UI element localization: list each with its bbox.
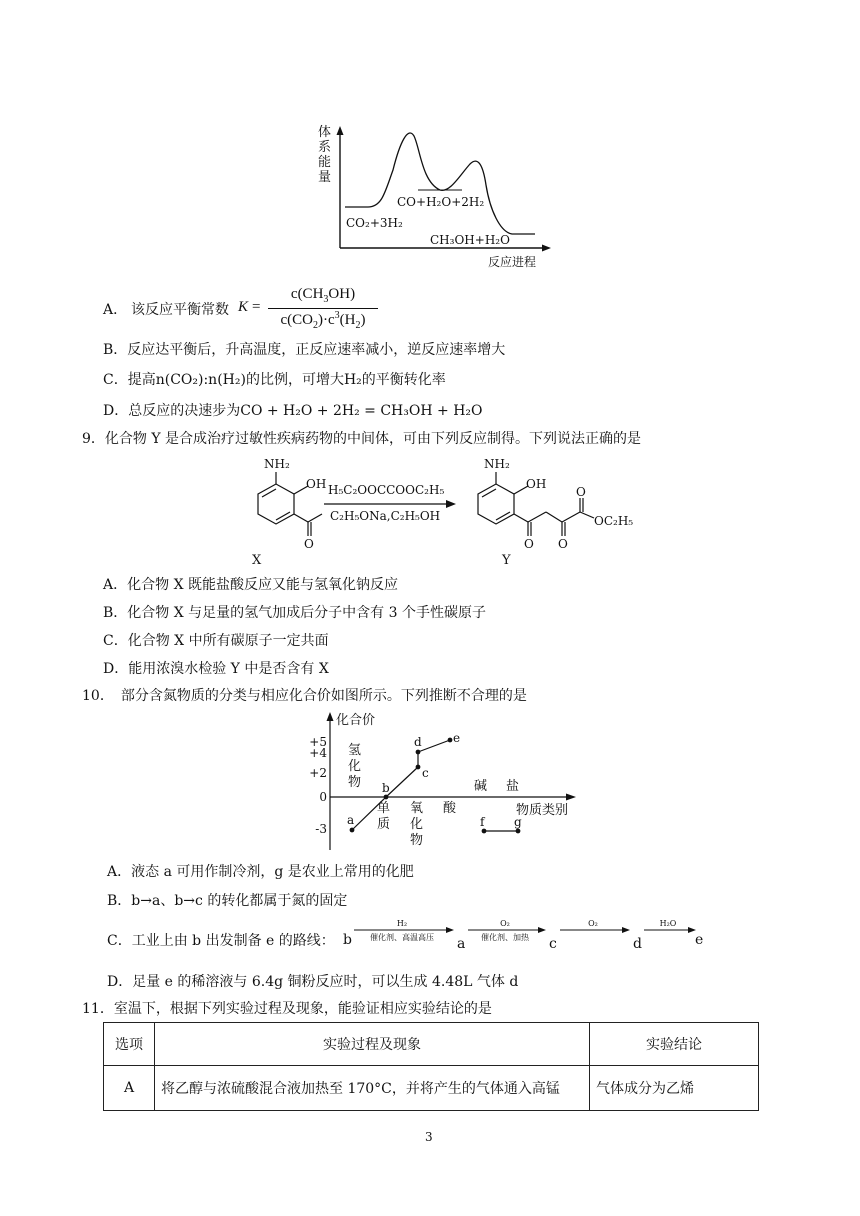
valence-chart [300, 706, 600, 856]
option-text: 总反应的决速步为CO + H₂O + 2H₂ = CH₃OH + H₂O [128, 403, 483, 419]
option-text: 化合物 X 与足量的氢气加成后分子中含有 3 个手性碳原子 [127, 605, 486, 621]
cat-element: 质 [377, 817, 391, 832]
energy-y-label [318, 124, 331, 185]
chart-points [350, 738, 521, 834]
table-header-row [104, 1023, 759, 1066]
route-node-b: b [343, 932, 352, 948]
route-node-c: c [549, 936, 557, 952]
y-label-char: 系 [318, 140, 332, 155]
option-text: b→a、b→c 的转化都属于氮的固定 [131, 893, 348, 909]
cat-element: 单 [377, 801, 391, 816]
q8-option-b [103, 339, 505, 359]
option-text: 化合物 X 中所有碳原子一定共面 [127, 633, 329, 649]
point-f [482, 829, 487, 834]
q11-stem: 11．室温下，根据下列实验过程及现象，能验证相应实验结论的是 [82, 1001, 492, 1017]
chart-y-title: 化合价 [336, 713, 376, 728]
y-label-char: 量 [318, 170, 332, 185]
cat-hydride: 氢 [348, 743, 362, 758]
option-text: 工业上由 b 出发制备 e 的路线： [131, 933, 335, 949]
route-node-a: a [457, 936, 466, 952]
cell-option: A [104, 1066, 155, 1111]
q9-option-d [103, 658, 329, 678]
y-o-2: O [558, 537, 568, 551]
y-tick: +5 [309, 735, 327, 749]
page-number: 3 [425, 1130, 433, 1144]
reagent-bottom: C₂H₅ONa,C₂H₅OH [330, 509, 441, 523]
cell-process: 将乙醇与浓硫酸混合液加热至 170°C，并将产生的气体通入高锰 [155, 1066, 590, 1111]
chart-y-ticks [309, 735, 327, 836]
cell-conclusion: 气体成分为乙烯 [590, 1066, 759, 1111]
link-d-e [418, 740, 450, 752]
option-letter: D． [103, 661, 129, 677]
link-b-c [386, 767, 418, 797]
route-arrowhead-2 [538, 927, 546, 933]
label-e: e [453, 731, 461, 745]
option-letter: B． [103, 605, 128, 621]
option-letter: C． [103, 633, 128, 649]
label-b: b [382, 781, 390, 795]
point-e [448, 738, 453, 743]
y-o-3: O [576, 485, 586, 499]
option-letter: B． [107, 893, 132, 909]
x-axis-arrow [542, 245, 551, 252]
chart-categories [348, 743, 519, 848]
reaction-arrowhead [446, 500, 456, 508]
option-letter: A． [103, 577, 128, 593]
industrial-route [340, 914, 710, 954]
y-nh2: NH₂ [484, 457, 510, 471]
y-oh: OH [526, 477, 547, 491]
cat-base: 碱 [474, 779, 488, 794]
header-conclusion: 实验结论 [590, 1023, 759, 1066]
option-text: 液态 a 可用作制冷剂，g 是农业上常用的化肥 [131, 864, 414, 880]
q10-option-b [107, 890, 347, 910]
q10-option-c [107, 930, 335, 950]
y-tick: -3 [315, 822, 327, 836]
chart-x-arrow [566, 794, 576, 801]
q9-option-c [103, 630, 329, 650]
option-text: 足量 e 的稀溶液与 6.4g 铜粉反应时，可以生成 4.48L 气体 d [132, 974, 519, 990]
table-row [104, 1066, 759, 1111]
point-c [416, 765, 421, 770]
energy-diagram [300, 120, 560, 270]
label-y: Y [502, 553, 511, 568]
y-tick: +2 [309, 766, 327, 780]
chart-x-title: 物质类别 [516, 803, 569, 818]
label-x: X [252, 553, 262, 568]
point-d [416, 750, 421, 755]
y-axis-arrow [337, 126, 344, 135]
option-text: 化合物 X 既能盐酸反应又能与氢氧化钠反应 [127, 577, 398, 593]
label-g: g [514, 815, 522, 829]
option-text: 能用浓溴水检验 Y 中是否含有 X [128, 661, 329, 677]
x-o: O [304, 537, 314, 551]
reagent-top: H₅C₂OOCCOOC₂H₅ [328, 483, 445, 497]
option-text: 反应达平衡后，升高温度，正反应速率减小，逆反应速率增大 [127, 342, 506, 358]
x-axis-label: 反应进程 [488, 255, 537, 269]
point-b [384, 795, 389, 800]
route-arrow-3-top: O₂ [588, 919, 598, 928]
route-node-d: d [633, 936, 642, 952]
y-label-char: 体 [318, 125, 332, 140]
label-a: a [347, 813, 355, 827]
header-option: 选项 [104, 1023, 155, 1066]
experiment-table [103, 1022, 759, 1111]
point-g [516, 829, 521, 834]
q10-option-d [107, 971, 518, 991]
cat-acid: 酸 [443, 801, 457, 816]
label-f: f [480, 815, 485, 829]
header-process: 实验过程及现象 [155, 1023, 590, 1066]
x-oh: OH [306, 477, 327, 491]
y-label-char: 能 [318, 155, 332, 170]
q9-stem: 9．化合物 Y 是合成治疗过敏性疾病药物的中间体，可由下列反应制得。下列说法正确的是 [82, 431, 642, 447]
q9-option-b [103, 602, 486, 622]
option-text: 提高n(CO₂):n(H₂)的比例，可增大H₂的平衡转化率 [127, 372, 446, 388]
cat-hydride: 化 [348, 759, 362, 774]
option-letter: B． [103, 342, 128, 358]
route-arrow-4-top: H₂O [659, 919, 677, 928]
q10-option-a [107, 861, 414, 881]
reaction-scheme [230, 452, 640, 570]
x-nh2: NH₂ [264, 457, 290, 471]
q8-option-d [103, 400, 483, 420]
y-tick: +4 [309, 746, 327, 760]
cat-oxide: 物 [410, 833, 424, 848]
option-letter: A． [107, 864, 132, 880]
option-letter: D． [103, 403, 129, 419]
cat-hydride: 物 [348, 775, 362, 790]
option-letter: C． [103, 372, 128, 388]
route-node-e: e [695, 932, 704, 948]
cat-salt: 盐 [506, 779, 520, 794]
intermediate-label: CO+H₂O+2H₂ [397, 195, 485, 209]
q8-a-prefix: 该反应平衡常数 [131, 302, 229, 318]
product-label: CH₃OH+H₂O [430, 233, 510, 247]
route-arrow-2-top: O₂ [500, 919, 510, 928]
route-arrow-2-bottom: 催化剂、加热 [481, 933, 529, 942]
option-letter: A． [103, 302, 128, 318]
q10-stem: 10． 部分含氮物质的分类与相应化合价如图所示。下列推断不合理的是 [82, 688, 527, 704]
label-c: c [422, 766, 429, 780]
chart-y-arrow [327, 712, 334, 721]
q8-option-c [103, 369, 446, 389]
route-arrowhead-3 [622, 927, 630, 933]
route-arrowhead-1 [446, 927, 454, 933]
label-d: d [414, 735, 422, 749]
q9-option-a [103, 574, 398, 594]
y-tick: 0 [319, 790, 327, 804]
option-letter: D． [107, 974, 133, 990]
y-o-1: O [524, 537, 534, 551]
cat-oxide: 氧 [410, 801, 424, 816]
cat-oxide: 化 [410, 817, 424, 832]
y-oet: OC₂H₅ [594, 514, 634, 528]
point-a [350, 828, 355, 833]
route-arrow-1-bottom: 催化剂、高温高压 [370, 933, 434, 942]
route-arrow-1-top: H₂ [396, 919, 408, 928]
option-letter: C． [107, 933, 132, 949]
reactant-label: CO₂+3H₂ [346, 216, 403, 230]
